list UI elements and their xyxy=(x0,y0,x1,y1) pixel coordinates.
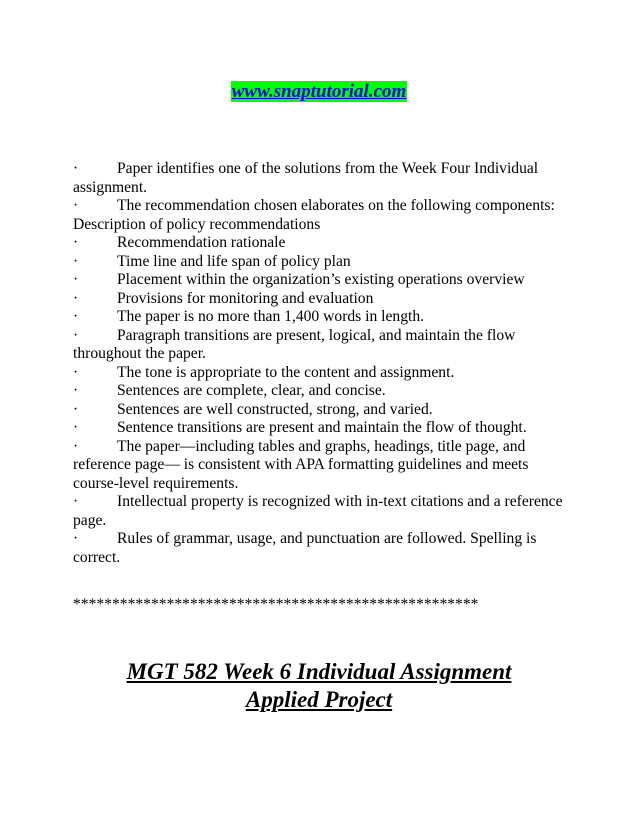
criteria-text: Provisions for monitoring and evaluation xyxy=(117,289,374,307)
criteria-item xyxy=(73,308,565,327)
criteria-item xyxy=(73,382,565,401)
bullet-marker: · xyxy=(73,160,79,177)
assignment-title-line1: MGT 582 Week 6 Individual Assignment xyxy=(126,659,512,684)
criteria-text: Paper identifies one of the solutions from the Week Four Individual assignment. xyxy=(73,160,539,196)
criteria-item xyxy=(73,438,565,494)
bullet-marker: · xyxy=(73,197,79,214)
criteria-text: Sentence transitions are present and maintain the flow of thought. xyxy=(117,419,527,436)
criteria-item xyxy=(73,401,565,420)
bullet-marker: · xyxy=(73,252,79,270)
bullet-marker: · xyxy=(73,437,79,455)
criteria-item xyxy=(73,271,565,290)
bullet-marker: · xyxy=(73,530,79,547)
criteria-text: Placement within the organization’s existing operations overview xyxy=(117,271,525,288)
criteria-item xyxy=(73,234,565,253)
criteria-text: Time line and life span of policy plan xyxy=(117,252,351,270)
bullet-marker: · xyxy=(73,289,79,307)
criteria-text: Rules of grammar, usage, and punctuation are followed. Spelling is correct. xyxy=(73,530,537,566)
site-link-container xyxy=(0,80,638,104)
separator-line: **************************************************** xyxy=(73,596,479,613)
criteria-text: The recommendation chosen elaborates on the following components: Description of policy recommendations xyxy=(73,197,555,233)
assignment-title xyxy=(0,658,638,714)
criteria-item xyxy=(73,419,565,438)
criteria-item xyxy=(73,530,565,567)
bullet-marker: · xyxy=(73,419,79,436)
criteria-item xyxy=(73,493,565,530)
criteria-item xyxy=(73,327,565,364)
criteria-item xyxy=(73,197,565,234)
bullet-marker: · xyxy=(73,363,79,381)
criteria-text: The paper—including tables and graphs, headings, title page, and reference page— is consistent with APA formatting guidelines and meets course-level requirements. xyxy=(73,437,529,492)
criteria-text: The paper is no more than 1,400 words in length. xyxy=(117,308,425,325)
bullet-marker: · xyxy=(73,326,79,344)
criteria-text: Intellectual property is recognized with in-text citations and a reference page. xyxy=(73,493,563,529)
bullet-marker: · xyxy=(73,271,79,288)
bullet-marker: · xyxy=(73,308,79,325)
criteria-text: Sentences are well constructed, strong, and varied. xyxy=(117,400,433,418)
criteria-text: The tone is appropriate to the content and assignment. xyxy=(117,363,455,381)
bullet-marker: · xyxy=(73,400,79,418)
criteria-text: Sentences are complete, clear, and concise. xyxy=(117,382,386,399)
criteria-list xyxy=(73,160,565,567)
bullet-marker: · xyxy=(73,493,79,510)
bullet-marker: · xyxy=(73,382,79,399)
criteria-item xyxy=(73,160,565,197)
criteria-text: Recommendation rationale xyxy=(117,234,286,251)
criteria-item xyxy=(73,253,565,272)
criteria-item xyxy=(73,290,565,309)
bullet-marker: · xyxy=(73,234,79,251)
site-link[interactable]: www.snaptutorial.com xyxy=(231,81,407,102)
criteria-text: Paragraph transitions are present, logical, and maintain the flow throughout the paper. xyxy=(73,326,516,362)
criteria-item xyxy=(73,364,565,383)
assignment-title-line2: Applied Project xyxy=(245,687,393,712)
